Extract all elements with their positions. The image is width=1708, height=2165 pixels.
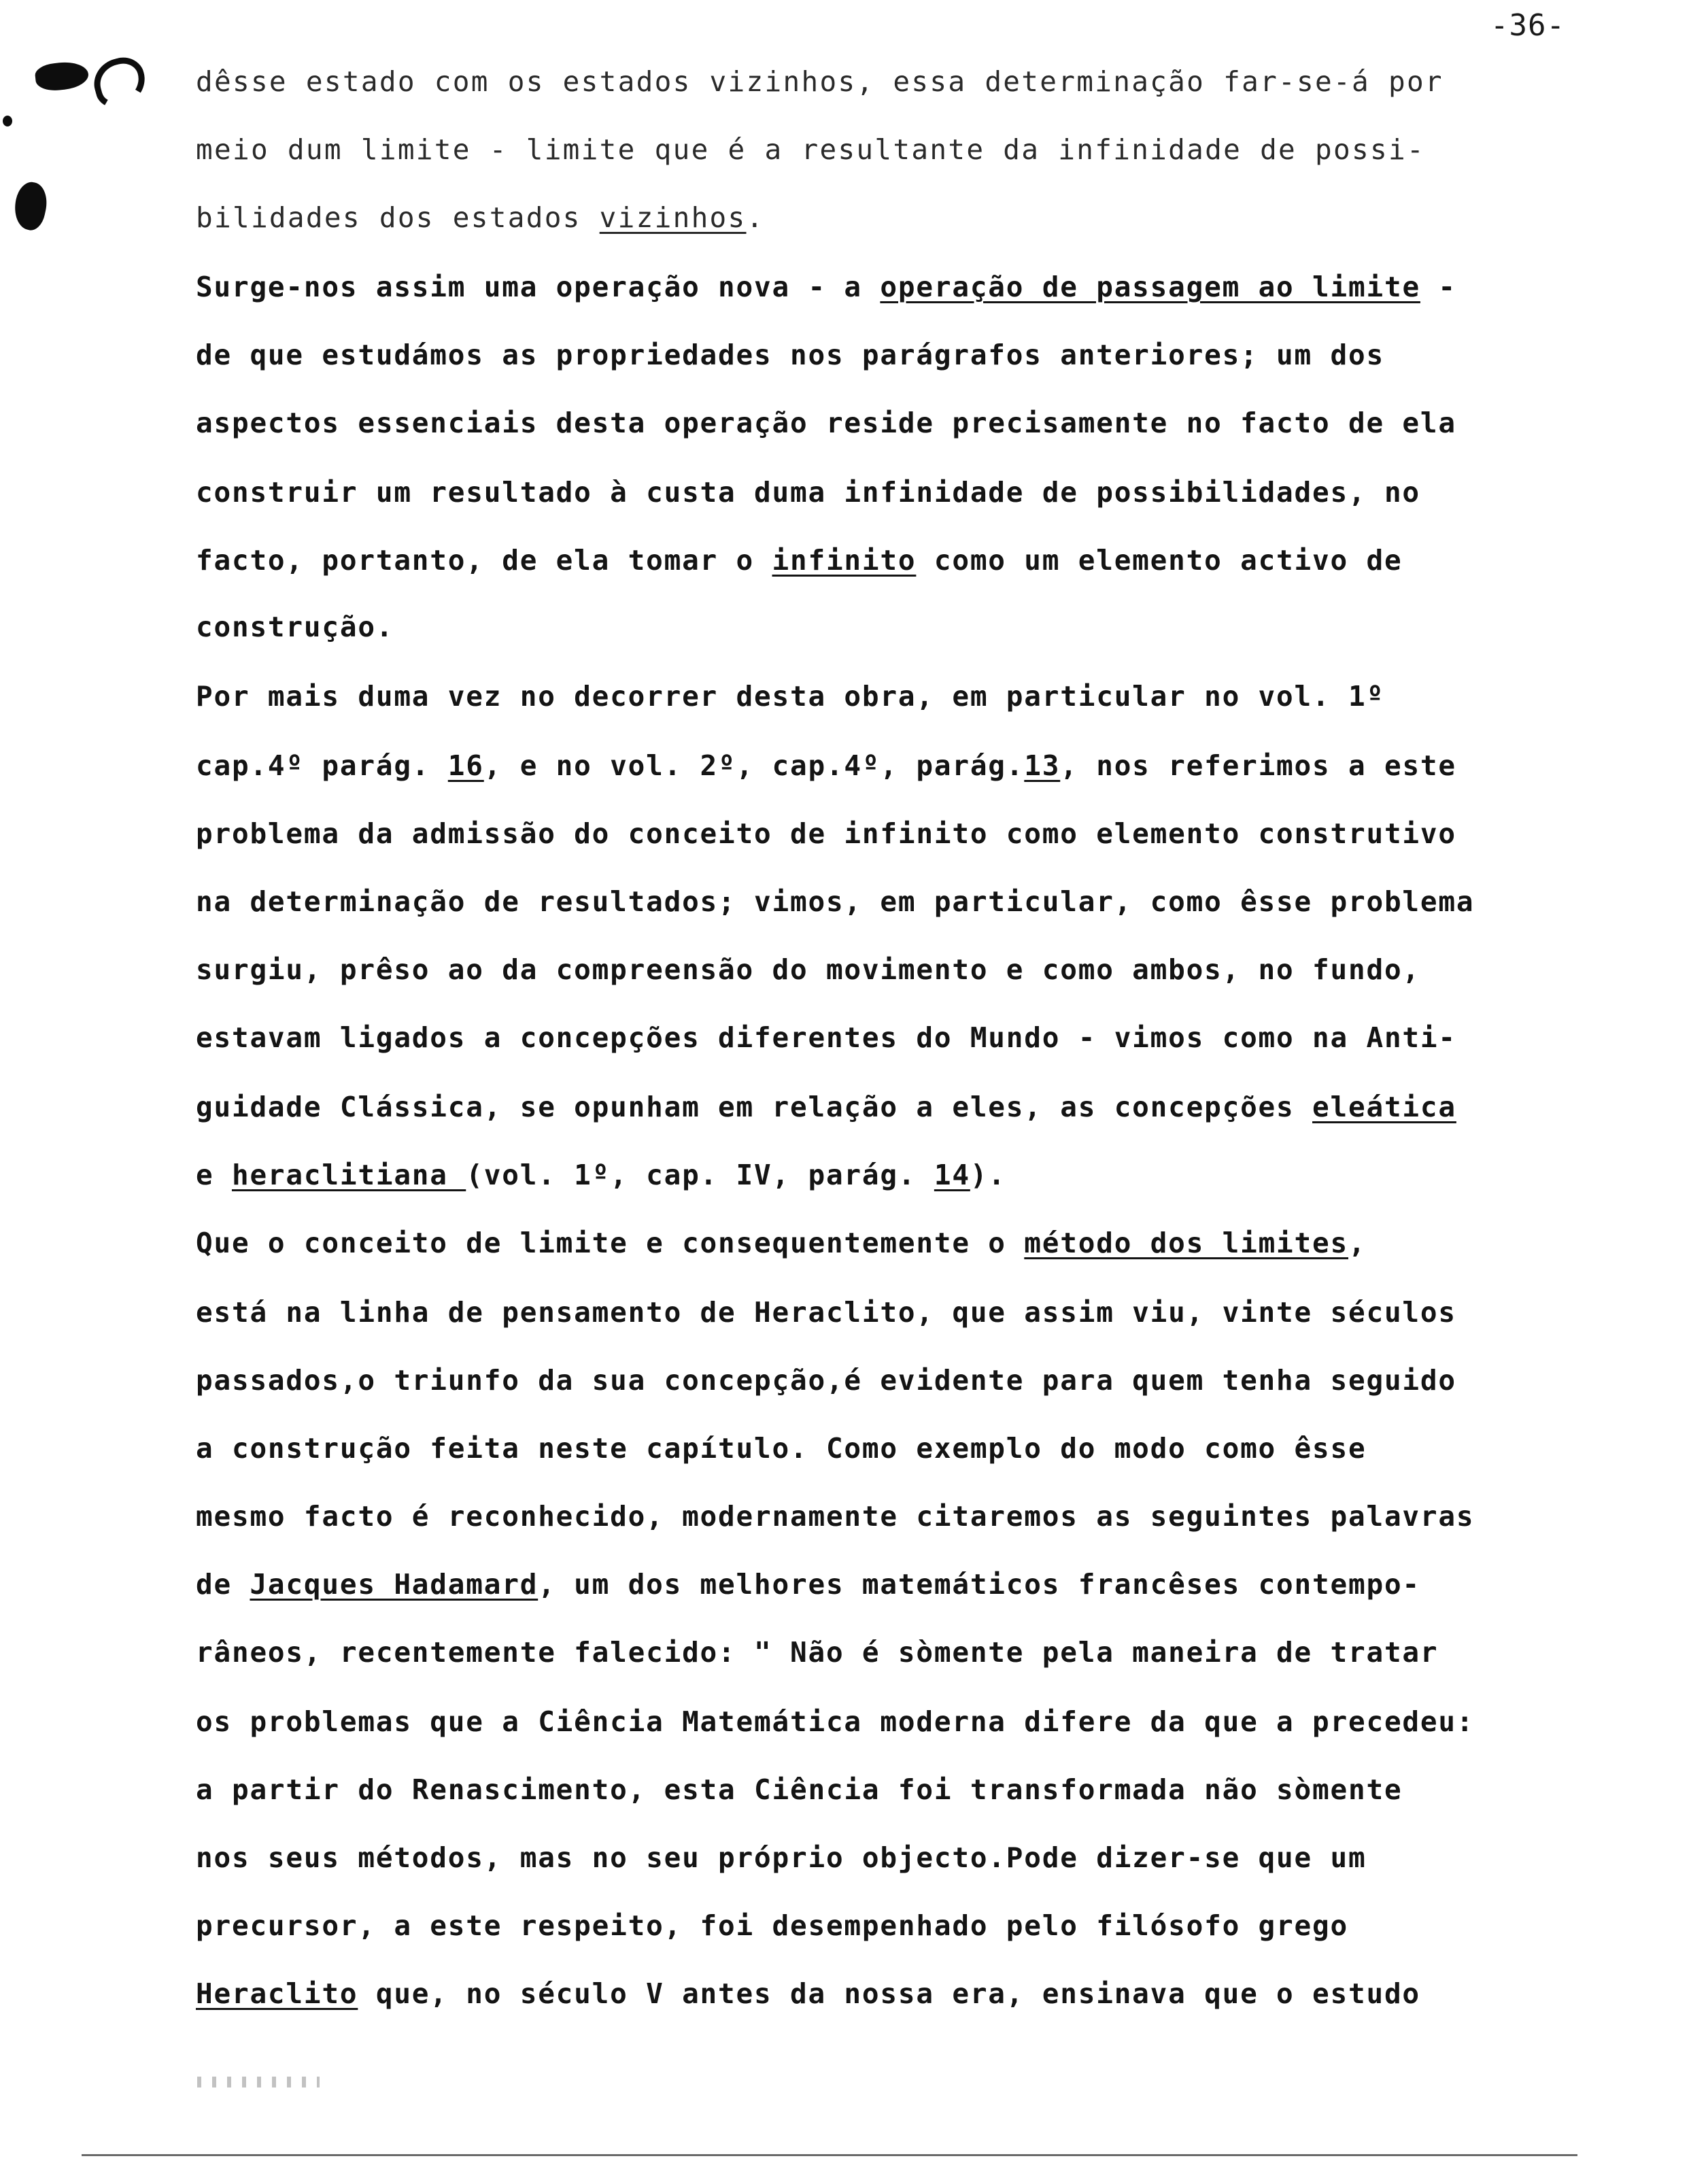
underlined-term: 14 (934, 1159, 970, 1191)
text-run: Surge-nos assim uma operação nova - a (196, 271, 881, 303)
text-line (196, 1565, 1420, 1603)
text-run: , nos referimos a este (1060, 749, 1456, 782)
text-line (196, 815, 1456, 853)
text-run: guidade Clássica, se opunham em relação a eles, as concepções (196, 1091, 1313, 1123)
underlined-term: método dos limites (1024, 1227, 1348, 1259)
text-run: problema da admissão do conceito de infinito como elemento construtivo (196, 817, 1456, 850)
text-run: (vol. 1º, cap. IV, parág. (466, 1159, 934, 1191)
underlined-term: vizinhos (599, 201, 747, 234)
text-line (196, 1088, 1456, 1126)
underlined-term: 13 (1024, 749, 1061, 782)
text-line (196, 541, 1402, 579)
text-run: , e no vol. 2º, cap.4º, parág. (483, 749, 1025, 782)
text-line (196, 1293, 1456, 1331)
text-run: passados,o triunfo da sua concepção,é evidente para quem tenha seguido (196, 1364, 1456, 1397)
text-line (196, 1224, 1366, 1262)
text-line (196, 1156, 1006, 1194)
underlined-term: Jacques Hadamard (250, 1568, 539, 1601)
footer-rule (82, 2154, 1577, 2156)
underlined-term: infinito (772, 544, 917, 577)
text-run: precursor, a este respeito, foi desempenhado pelo filósofo grego (196, 1909, 1348, 1942)
text-line (196, 268, 1456, 306)
underlined-term: operação de passagem ao limite (880, 271, 1420, 303)
text-line (196, 1975, 1420, 2013)
text-run: mesmo facto é reconhecido, modernamente citaremos as seguintes palavras (196, 1500, 1475, 1533)
text-line (196, 1703, 1474, 1741)
text-line (196, 1907, 1348, 1945)
text-run: Que o conceito de limite e consequentemente o (196, 1227, 1025, 1259)
scan-smudge (197, 2077, 320, 2087)
underlined-term: Heraclito (196, 1977, 358, 2010)
text-run: facto, portanto, de ela tomar o (196, 544, 772, 577)
text-line (196, 1019, 1456, 1057)
text-line (196, 404, 1456, 442)
text-line (196, 883, 1474, 921)
ink-blot (3, 116, 12, 126)
text-run: râneos, recentemente falecido: " Não é sòmente pela maneira de tratar (196, 1636, 1439, 1669)
text-run: aspectos essenciais desta operação reside precisamente no facto de ela (196, 407, 1456, 439)
text-line (196, 1633, 1438, 1671)
text-run: nos seus métodos, mas no seu próprio objecto.Pode dizer-se que um (196, 1841, 1367, 1874)
text-run: construir um resultado à custa duma infinidade de possibilidades, no (196, 476, 1420, 509)
text-run: a partir do Renascimento, esta Ciência foi transformada não sòmente (196, 1773, 1403, 1806)
text-run: meio dum limite - limite que é a resultante da infinidade de possi- (196, 133, 1425, 166)
text-run: de (196, 1568, 250, 1601)
underlined-term: eleática (1312, 1091, 1456, 1123)
text-line (196, 336, 1384, 374)
text-run: - (1420, 271, 1456, 303)
text-line (196, 1839, 1366, 1877)
text-run: ). (970, 1159, 1006, 1191)
text-run: de que estudámos as propriedades nos parágrafos anteriores; um dos (196, 339, 1384, 371)
text-run: como um elemento activo de (916, 544, 1403, 577)
text-run: , um dos melhores matemáticos francêses contempo- (538, 1568, 1420, 1601)
text-run: a construção feita neste capítulo. Como exemplo do modo como êsse (196, 1432, 1367, 1465)
ink-blot (88, 52, 151, 112)
text-line (196, 1771, 1402, 1809)
text-line (196, 1429, 1366, 1467)
text-run: está na linha de pensamento de Heraclito, que assim viu, vinte séculos (196, 1296, 1456, 1329)
text-line (196, 951, 1420, 989)
text-run: . (746, 201, 765, 234)
text-line (196, 1497, 1474, 1535)
text-run: estavam ligados a concepções diferentes do Mundo - vimos como na Anti- (196, 1021, 1456, 1054)
text-run: dêsse estado com os estados vizinhos, essa determinação far-se-á por (196, 65, 1444, 98)
text-line (196, 608, 394, 646)
ink-blot (10, 180, 51, 233)
text-run: na determinação de resultados; vimos, em particular, como êsse problema (196, 885, 1475, 918)
text-run: e (196, 1159, 232, 1191)
underlined-term: 16 (447, 749, 484, 782)
text-line (196, 131, 1425, 169)
text-line (196, 747, 1456, 785)
ink-blot (34, 60, 90, 92)
text-run: Por mais duma vez no decorrer desta obra, em particular no vol. 1º (196, 680, 1384, 713)
text-run: os problemas que a Ciência Matemática moderna difere da que a precedeu: (196, 1705, 1475, 1738)
text-line (196, 473, 1420, 511)
text-line (196, 1361, 1456, 1399)
text-run: construção. (196, 611, 394, 643)
page-number: -36- (1490, 8, 1565, 43)
text-run: que, no século V antes da nossa era, ensinava que o estudo (358, 1977, 1420, 2010)
text-run: cap.4º parág. (196, 749, 448, 782)
text-line (196, 199, 765, 237)
text-line (196, 63, 1444, 101)
text-run: , (1348, 1227, 1367, 1259)
text-run: surgiu, prêso ao da compreensão do movimento e como ambos, no fundo, (196, 953, 1420, 986)
underlined-term: heraclitiana (231, 1159, 466, 1191)
text-line (196, 677, 1384, 715)
text-run: bilidades dos estados (196, 201, 600, 234)
